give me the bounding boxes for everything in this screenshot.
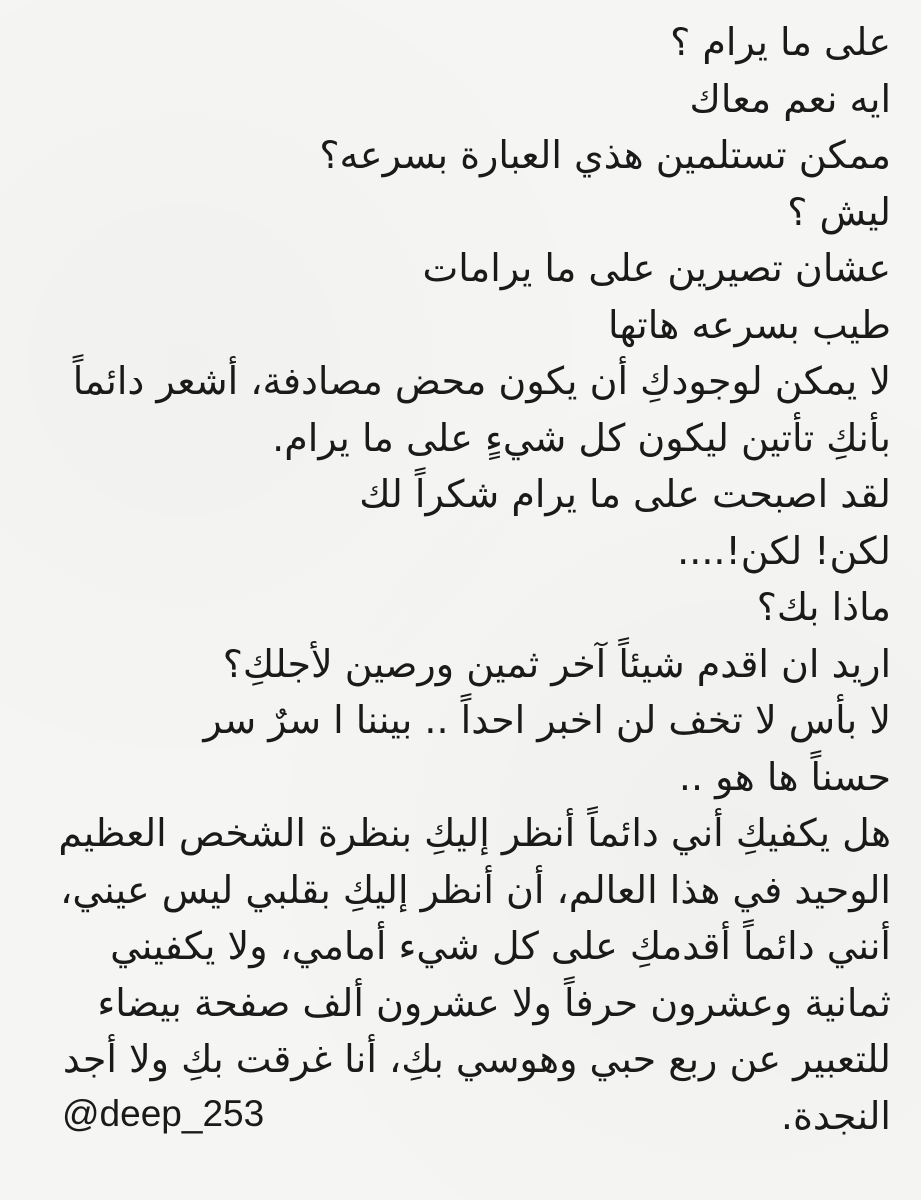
text-line: عشان تصيرين على ما يرامات — [422, 246, 891, 290]
text-line: طيب بسرعه هاتها — [608, 302, 891, 347]
text-line: ايه نعم معاك — [689, 76, 891, 121]
text-line: ليش ؟ — [787, 189, 891, 234]
text-line: حسناً ها هو .. — [678, 754, 891, 799]
text-line: بأنكِ تأتين ليكون كل شيءٍ على ما يرام. — [272, 415, 891, 460]
text-line: لا بأس لا تخف لن اخبر احداً .. بيننا ا سرٌ سر — [203, 698, 891, 742]
author-handle: @deep_253 — [62, 1093, 265, 1134]
text-line: أنني دائماً أقدمكِ على كل شيء أمامي، ولا يكفيني — [110, 924, 891, 968]
poem-text — [31, 14, 891, 1144]
text-line: لا يمكن لوجودكِ أن يكون محض مصادفة، أشعر دائماً — [72, 359, 891, 403]
text-line: لقد اصبحت على ما يرام شكراً لك — [359, 472, 891, 516]
text-line: ممكن تستلمين هذي العبارة بسرعه؟ — [319, 133, 891, 177]
text-line: هل يكفيكِ أني دائماً أنظر إليكِ بنظرة الشخص العظيم — [58, 811, 891, 855]
text-line: النجدة. — [780, 1093, 891, 1138]
text-line: على ما يرام ؟ — [670, 20, 891, 64]
text-line: ماذا بك؟ — [756, 585, 891, 629]
text-line: للتعبير عن ربع حبي وهوسي بكِ، أنا غرقت بكِ ولا أجد — [62, 1037, 891, 1081]
text-line: اريد ان اقدم شيئاً آخر ثمين ورصين لأجلكِ؟ — [222, 641, 891, 686]
text-line: الوحيد في هذا العالم، أن أنظر إليكِ بقلبي ليس عيني، — [60, 867, 891, 912]
text-line: ثمانية وعشرون حرفاً ولا عشرون ألف صفحة بيضاء — [97, 980, 891, 1025]
text-line: لكن! لكن!.... — [677, 528, 891, 573]
